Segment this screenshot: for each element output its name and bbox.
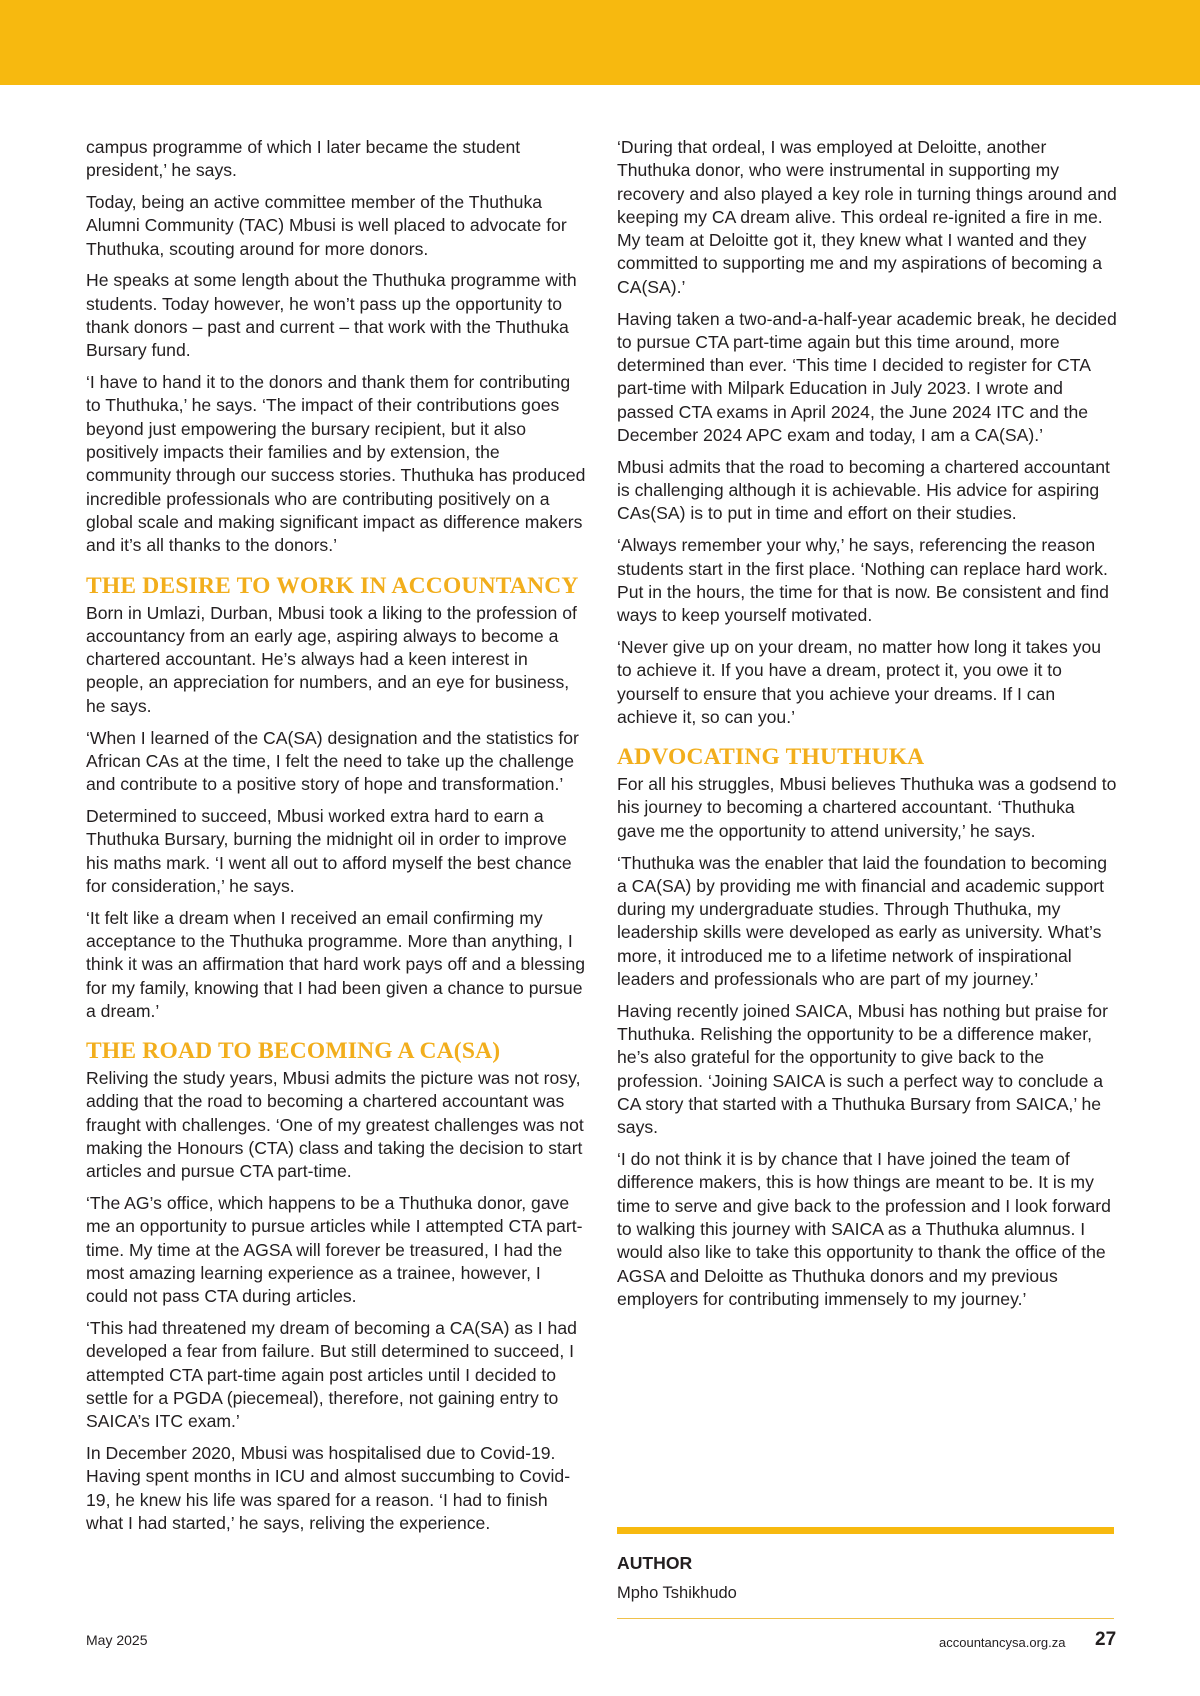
section-heading: THE DESIRE TO WORK IN ACCOUNTANCY [86,572,579,599]
footer-date: May 2025 [86,1632,148,1648]
paragraph: ‘It felt like a dream when I received an email confirming my acceptance to the Thuthuka programme. More than anything, I think it was an affirmation that hard work pays off and a blessing for my family, knowing that I had been given a chance to pursue a dream.’ [86,907,586,1021]
right-column [617,136,1117,1320]
author-box [617,1527,1114,1619]
paragraph: Having taken a two-and-a-half-year academic break, he decided to pursue CTA part-time again but this time around, more determined than ever. ‘This time I decided to register for CTA part-time with Milpark Education in July 2023. I wrote and passed CTA exams in April 2024, the June 2024 ITC and the December 2024 APC exam and today, I am a CA(SA).’ [617,308,1117,446]
paragraph: He speaks at some length about the Thuthuka programme with students. Today however, he won’t pass up the opportunity to thank donors – past and current – that work with the Thuthuka Bursary fund. [86,270,577,361]
paragraph: ‘The AG’s office, which happens to be a Thuthuka donor, gave me an opportunity to pursue articles while I attempted CTA part-time. My time at the AGSA will forever be treasured, I had the most amazing learning experience as a trainee, however, I could not pass CTA during articles. [86,1193,583,1307]
paragraph: Having recently joined SAICA, Mbusi has nothing but praise for Thuthuka. Relishing the opportunity to be a difference maker, he’s also grateful for the opportunity to give back to the profession. ‘Joining SAICA is such a perfect way to conclude a CA story that started with a Thuthuka Bursary from SAICA,’ he says. [617,1000,1108,1138]
paragraph: ‘When I learned of the CA(SA) designation and the statistics for African CAs at the time, I felt the need to take up the challenge and contribute to a positive story of hope and transformation.’ [86,727,579,795]
author-rule-top [617,1527,1114,1534]
author-name: Mpho Tshikhudo [617,1584,737,1602]
page-number: 27 [1095,1629,1117,1650]
paragraph: Today, being an active committee member of the Thuthuka Alumni Community (TAC) Mbusi is well placed to advocate for Thuthuka, scouting around for more donors. [86,192,567,259]
paragraph: ‘Never give up on your dream, no matter how long it takes you to achieve it. If you have a dream, protect it, you owe it to yourself to ensure that you achieve your dreams. If I can achieve it, so can you.’ [617,636,1102,727]
paragraph: ‘This had threatened my dream of becoming a CA(SA) as I had developed a fear from failure. But still determined to succeed, I attempted CTA part-time again post articles until I decided to settle for a PGDA (piecemeal), therefore, not gaining entry to SAICA’s ITC exam.’ [86,1318,577,1432]
paragraph: Determined to succeed, Mbusi worked extra hard to earn a Thuthuka Bursary, burning the midnight oil in order to improve his maths mark. ‘I went all out to afford myself the best chance for consideration,’ he says. [86,805,572,896]
paragraph: Reliving the study years, Mbusi admits the picture was not rosy, adding that the road to becoming a chartered accountant was fraught with challenges. ‘One of my greatest challenges was not making the Honours (CTA) class and taking the decision to start articles and pursue CTA part-time. [86,1068,584,1182]
paragraph: Mbusi admits that the road to becoming a chartered accountant is challenging although it is achievable. His advice for aspiring CAs(SA) is to put in time and effort on their studies. [617,456,1110,524]
left-column [86,136,586,1544]
section-heading: THE ROAD TO BECOMING A CA(SA) [86,1038,501,1065]
author-label: AUTHOR [617,1553,693,1573]
header-band [0,0,1200,85]
paragraph: In December 2020, Mbusi was hospitalised due to Covid-19. Having spent months in ICU and almost succumbing to Covid-19, he knew his life was spared for a reason. ‘I had to finish what I had started,’ he says, reliving the experience. [86,1443,571,1533]
paragraph: campus programme of which I later became the student president,’ he says. [86,137,521,181]
paragraph: For all his struggles, Mbusi believes Thuthuka was a godsend to his journey to becoming a chartered accountant. ‘Thuthuka gave me the opportunity to attend university,’ he says. [617,774,1117,841]
paragraph: ‘I have to hand it to the donors and thank them for contributing to Thuthuka,’ he says. ‘The impact of their contributions goes beyond just empowering the bursary recipient, but it also positively impacts their families and by extension, the community through our success stories. Thuthuka has produced incredible professionals who are contributing positively on a global scale and making significant impact as difference makers and it’s all thanks to the donors.’ [86,372,586,556]
paragraph: ‘During that ordeal, I was employed at Deloitte, another Thuthuka donor, who were instrumental in supporting my recovery and also played a key role in turning things around and keeping my CA dream alive. This ordeal re-ignited a fire in me. My team at Deloitte got it, they knew what I wanted and they committed to supporting me and my aspirations of becoming a CA(SA).’ [617,137,1117,297]
paragraph: ‘Always remember your why,’ he says, referencing the reason students start in the first place. ‘Nothing can replace hard work. Put in the hours, the time for that is now. Be consistent and find ways to keep yourself motivated. [617,535,1109,626]
section-heading: ADVOCATING THUTHUKA [617,744,925,771]
paragraph: Born in Umlazi, Durban, Mbusi took a liking to the profession of accountancy from an early age, aspiring always to become a chartered accountant. He’s always had a keen interest in people, an appreciation for numbers, and an eye for business, he says. [86,602,577,716]
paragraph: ‘Thuthuka was the enabler that laid the foundation to becoming a CA(SA) by providing me with financial and academic support during my undergraduate studies. Through Thuthuka, my leadership skills were developed as early as university. What’s more, it introduced me to a lifetime network of inspirational leaders and professionals who are part of my journey.’ [617,852,1108,989]
paragraph: ‘I do not think it is by chance that I have joined the team of difference makers, this is how things are meant to be. It is my time to serve and give back to the profession and I look forward to walking this journey with SAICA as a Thuthuka alumnus. I would also like to take this opportunity to thank the office of the AGSA and Deloitte as Thuthuka donors and my previous employers for contributing immensely to my journey.’ [617,1149,1111,1309]
author-rule-bottom [617,1618,1114,1619]
footer-site: accountancysa.org.za [939,1635,1066,1650]
